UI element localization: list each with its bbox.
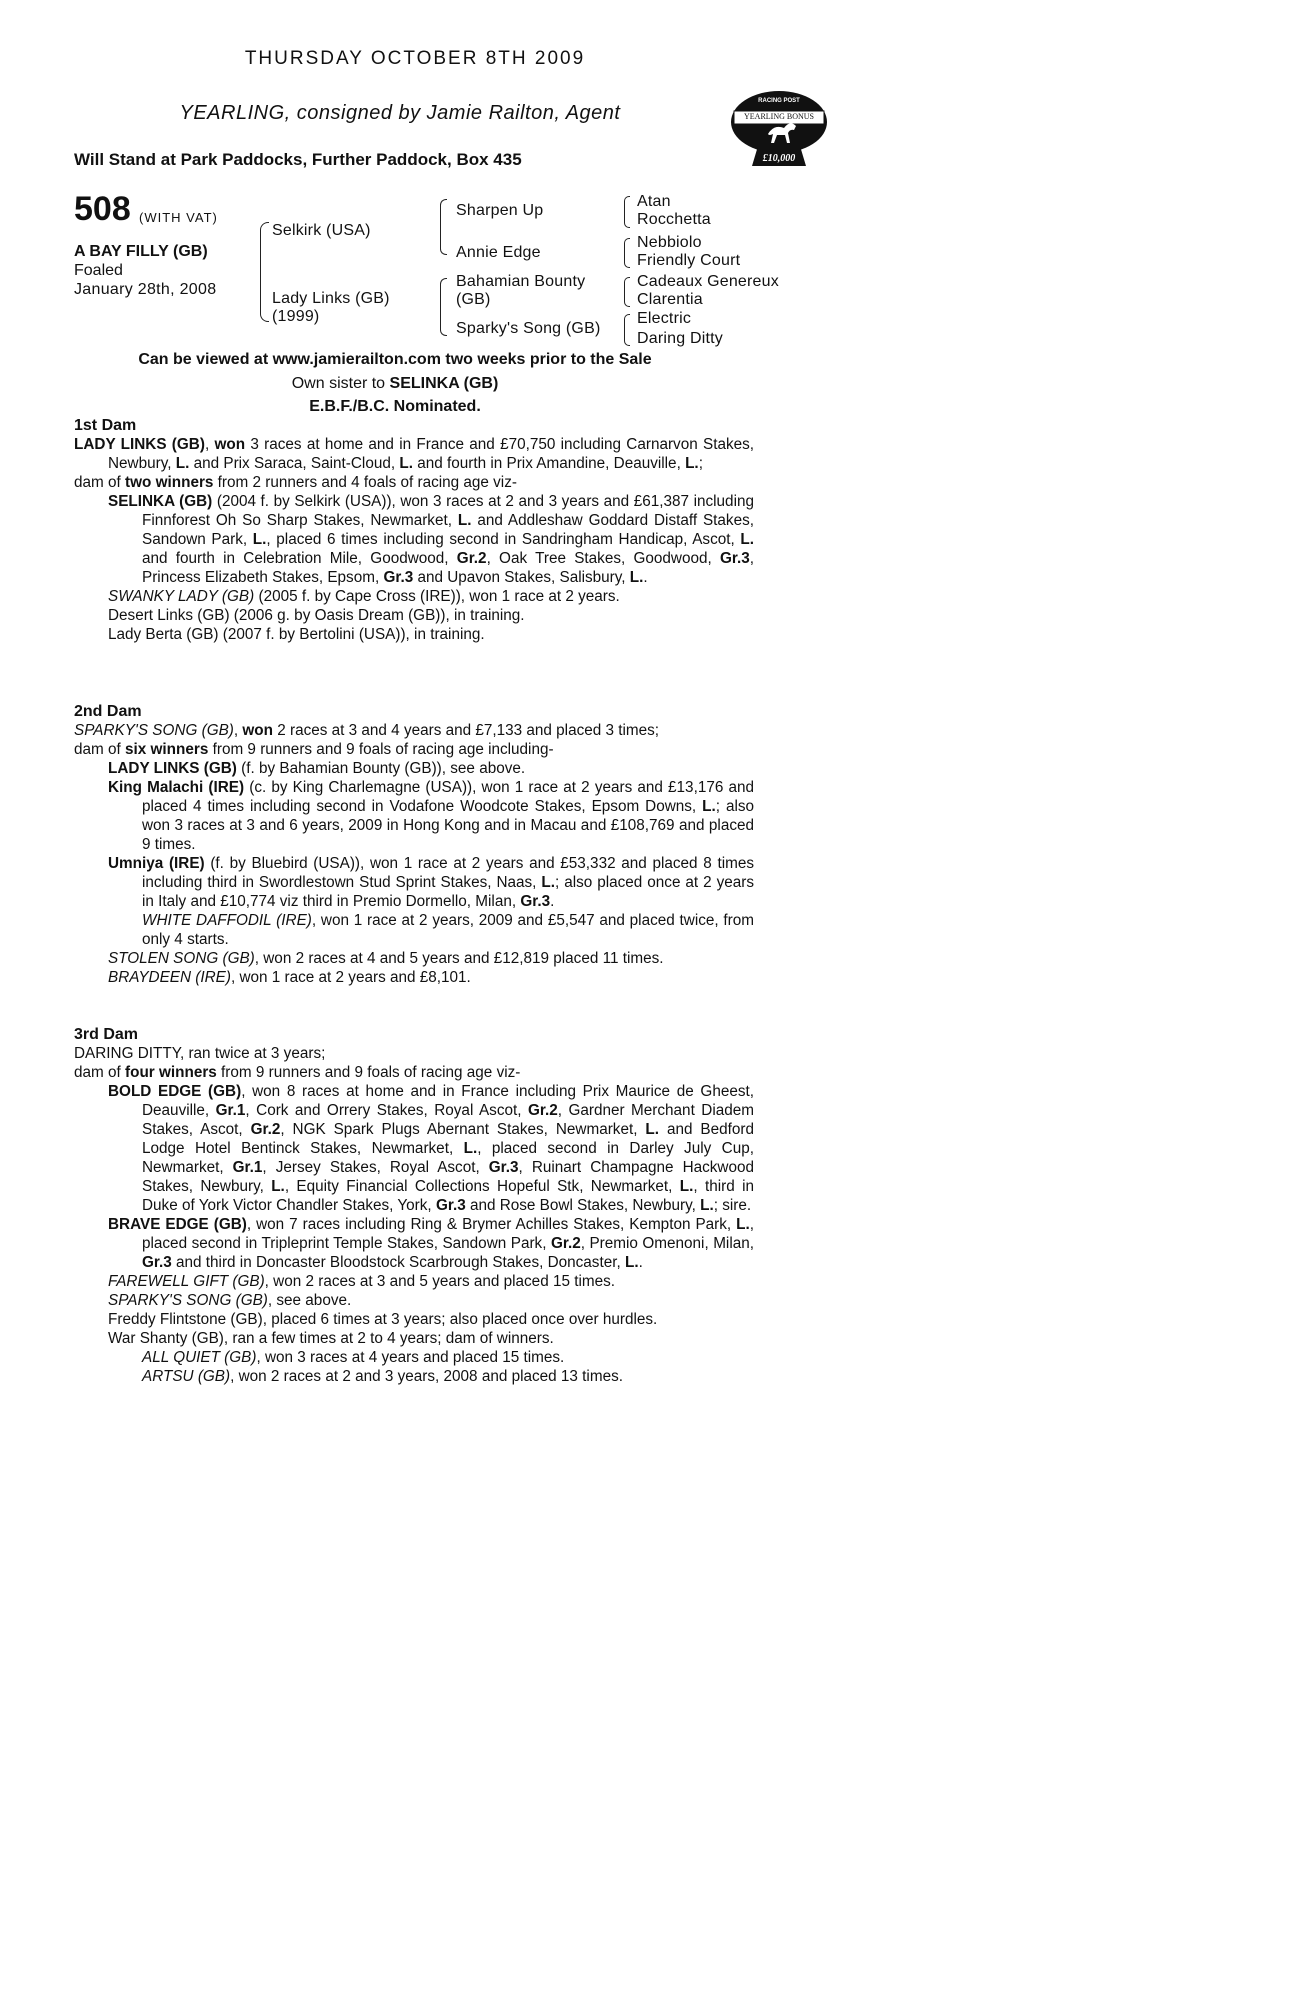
produce-text: .: [550, 893, 555, 910]
produce-text: .: [638, 1254, 643, 1271]
produce-text: , NGK Spark Plugs Abernant Stakes, Newmarket,: [280, 1121, 646, 1138]
produce-artsu: [74, 1367, 754, 1386]
produce-farewell-gift: [74, 1272, 754, 1291]
ebf-note: E.B.F./B.C. Nominated.: [309, 398, 481, 415]
pedigree-dd-dam: Daring Ditty: [637, 330, 723, 347]
produce-name: Umniya (IRE): [108, 855, 205, 872]
group-mark: Gr.2: [250, 1121, 281, 1138]
produce-text: and third in Doncaster Bloodstock Scarbrough Stakes, Doncaster,: [171, 1254, 625, 1271]
listed-mark: L.: [645, 1121, 659, 1138]
produce-text: and Rose Bowl Stakes, Newbury,: [465, 1197, 701, 1214]
produce-text: (2004 f. by Selkirk (USA)), won 3 races at 2 and 3 years and £61,387 including Finnforest Oh So Sharp Stakes, Newmarket,: [142, 493, 754, 529]
viewing-note: Can be viewed at www.jamierailton.com two weeks prior to the Sale: [138, 351, 652, 368]
foaled-date: January 28th, 2008: [74, 281, 217, 298]
pedigree-dam-sire-line2: (GB): [456, 291, 491, 308]
produce-name: FAREWELL GIFT (GB): [108, 1273, 265, 1290]
listed-mark: L.: [399, 455, 413, 472]
second-dam-won: won: [242, 722, 273, 739]
listed-mark: L.: [702, 798, 716, 815]
first-dam-section: [74, 416, 754, 644]
produce-name: SWANKY LADY (GB): [108, 588, 255, 605]
first-dam-text1: 3 races at home and in France and £70,750 including Carnarvon Stakes, Newbury,: [108, 436, 755, 472]
produce-sparkys-song: [74, 1291, 754, 1310]
pedigree-brace-dd: [624, 314, 630, 346]
pedigree-sire-sire: Sharpen Up: [456, 202, 544, 219]
produce-name: ARTSU (GB): [142, 1368, 231, 1385]
pedigree-brace-dam: [440, 278, 447, 336]
pedigree-sd-dam: Friendly Court: [637, 252, 741, 269]
produce-text: and Upavon Stakes, Salisbury,: [413, 569, 630, 586]
produce-text: , won 3 races at 4 years and placed 15 times.: [256, 1349, 565, 1366]
dam-of-rest: from 9 runners and 9 foals of racing age viz-: [216, 1064, 521, 1081]
produce-name: King Malachi (IRE): [108, 779, 245, 796]
winners-count: four winners: [125, 1064, 217, 1081]
winners-count: six winners: [125, 741, 209, 758]
first-dam-heading: 1st Dam: [74, 417, 137, 434]
pedigree-dam-line1: Lady Links (GB): [272, 290, 390, 307]
yearling-bonus-badge: [728, 88, 830, 170]
lot-name: A BAY FILLY (GB): [74, 243, 208, 260]
pedigree-sd-sire: Nebbiolo: [637, 234, 702, 251]
produce-text: , won 2 races at 3 and 5 years and placed 15 times.: [264, 1273, 616, 1290]
third-dam-section: [74, 1025, 754, 1386]
consignment-line: YEARLING, consigned by Jamie Railton, Agent: [179, 102, 621, 124]
produce-swanky-lady: [74, 587, 754, 606]
listed-mark: L.: [740, 531, 754, 548]
produce-text: (f. by Bahamian Bounty (GB)), see above.: [236, 760, 526, 777]
produce-umniya: [74, 854, 754, 911]
pedigree-brace-ss: [624, 196, 630, 228]
group-mark: Gr.3: [719, 550, 750, 567]
produce-name: BRAVE EDGE (GB): [108, 1216, 247, 1233]
third-dam-produce-summary: [74, 1063, 754, 1082]
produce-bold-edge: [74, 1082, 754, 1215]
produce-text: and Bedford Lodge Hotel Bentinck Stakes, Newmarket,: [142, 1121, 754, 1157]
produce-text: (2005 f. by Cape Cross (IRE)), won 1 race at 2 years.: [254, 588, 620, 605]
produce-name: BRAYDEEN (IRE): [108, 969, 231, 986]
produce-text: , won 8 races at home and in France including Prix Maurice de Gheest, Deauville,: [142, 1083, 755, 1119]
listed-mark: L.: [271, 1178, 285, 1195]
pedigree-dam-sire-line1: Bahamian Bounty: [456, 273, 586, 290]
produce-lady-links: [74, 759, 754, 778]
produce-text: , placed second in Darley July Cup, Newmarket,: [142, 1140, 754, 1176]
own-sister-note: [0, 375, 790, 393]
listed-mark: L.: [541, 874, 555, 891]
badge-amount: £10,000: [762, 153, 796, 164]
dam-of-rest: from 2 runners and 4 foals of racing age viz-: [213, 474, 517, 491]
produce-text: , Gardner Merchant Diadem Stakes, Ascot,: [142, 1102, 755, 1138]
group-mark: Gr.3: [142, 1254, 172, 1271]
dam-of-label: dam of: [74, 741, 126, 758]
first-dam-record: LADY LINKS (GB), won 3 races at home and in France and £70,750 including Carnarvon Stakes, Newbury, L. and Prix Saraca, Saint-Cloud, L. and fourth in Prix Amandine, Deauville, L.;: [74, 436, 755, 472]
group-mark: Gr.1: [232, 1159, 263, 1176]
own-sister-name: SELINKA (GB): [389, 375, 499, 392]
group-mark: Gr.3: [488, 1159, 519, 1176]
produce-text: ; also placed once at 2 years in Italy and £10,774 viz third in Premio Dormello, Milan,: [142, 874, 755, 910]
second-dam-heading: 2nd Dam: [74, 703, 142, 720]
pedigree-brace-sd: [624, 238, 630, 268]
listed-mark: L.: [252, 531, 267, 548]
produce-text: , placed second in Tripleprint Temple Stakes, Sandown Park,: [142, 1216, 754, 1252]
produce-text: , Equity Financial Collections Hopeful Stk, Newmarket,: [284, 1178, 680, 1195]
pedigree-ds-dam: Clarentia: [637, 291, 703, 308]
produce-text: , Oak Tree Stakes, Goodwood,: [486, 550, 720, 567]
first-dam-text3-end: ;: [698, 455, 703, 472]
vat-note: (WITH VAT): [139, 210, 218, 225]
produce-text: and fourth in Celebration Mile, Goodwood,: [142, 550, 457, 567]
second-dam-rest: 2 races at 3 and 4 years and £7,133 and placed 3 times;: [272, 722, 660, 739]
listed-mark: L.: [457, 512, 472, 529]
pedigree-sire-dam: Annie Edge: [456, 244, 541, 261]
own-sister-prefix: Own sister to: [291, 375, 390, 392]
produce-war-shanty: War Shanty (GB), ran a few times at 2 to 4 years; dam of winners.: [108, 1330, 554, 1347]
pedigree-brace-ds: [624, 277, 630, 307]
produce-text: ; also won 3 races at 3 and 6 years, 2009 in Hong Kong and in Macau and £108,769 and placed 9 times.: [142, 798, 755, 853]
produce-name: SELINKA (GB): [108, 493, 213, 510]
produce-text: , Ruinart Champagne Hackwood Stakes, Newbury,: [142, 1159, 755, 1195]
listed-mark: L.: [736, 1216, 750, 1233]
pedigree-dd-sire: Electric: [637, 310, 692, 327]
listed-mark: L.: [629, 569, 644, 586]
second-dam-produce-summary: [74, 740, 754, 759]
produce-text: , see above.: [267, 1292, 352, 1309]
produce-text: and Addleshaw Goddard Distaff Stakes, Sandown Park,: [142, 512, 754, 548]
produce-name: BOLD EDGE (GB): [108, 1083, 242, 1100]
produce-all-quiet: [74, 1348, 754, 1367]
foaled-label: Foaled: [74, 262, 123, 279]
produce-text: , won 1 race at 2 years and £8,101.: [230, 969, 471, 986]
second-dam-record: SPARKY'S SONG (GB), won 2 races at 3 and 4 years and £7,133 and placed 3 times;: [74, 722, 660, 739]
produce-text: , won 1 race at 2 years, 2009 and £5,547 and placed twice, from only 4 starts.: [142, 912, 754, 948]
listed-mark: L.: [624, 1254, 639, 1271]
pedigree-brace-main: [260, 222, 269, 322]
winners-count: two winners: [125, 474, 214, 491]
listed-mark: L.: [175, 455, 190, 472]
listed-mark: L.: [685, 455, 699, 472]
sale-date: THURSDAY OCTOBER 8TH 2009: [244, 48, 586, 69]
produce-text: , Cork and Orrery Stakes, Royal Ascot,: [245, 1102, 528, 1119]
listed-mark: L.: [463, 1140, 478, 1157]
produce-text: (f. by Bluebird (USA)), won 1 race at 2 years and £53,332 and placed 8 times including third in Swordlestown Stud Sprint Stakes, Naas,: [142, 855, 754, 891]
group-mark: Gr.3: [435, 1197, 466, 1214]
dam-of-label: dam of: [74, 1064, 126, 1081]
produce-desert-links: Desert Links (GB) (2006 g. by Oasis Dream (GB)), in training.: [108, 607, 525, 624]
stand-location: Will Stand at Park Paddocks, Further Paddock, Box 435: [74, 150, 522, 169]
first-dam-text2: and Prix Saraca, Saint-Cloud,: [189, 455, 400, 472]
group-mark: Gr.2: [527, 1102, 558, 1119]
produce-braydeen: [74, 968, 754, 987]
produce-freddy-flintstone: Freddy Flintstone (GB), placed 6 times at 3 years; also placed once over hurdles.: [108, 1311, 658, 1328]
produce-name: STOLEN SONG (GB): [108, 950, 255, 967]
produce-text: , Premio Omenoni, Milan,: [580, 1235, 754, 1252]
produce-name: ALL QUIET (GB): [142, 1349, 257, 1366]
produce-text: (c. by King Charlemagne (USA)), won 1 race at 2 years and £13,176 and placed 4 times including second in Vodafone Woodcote Stakes, Epsom Downs,: [142, 779, 755, 815]
produce-selinka: [74, 492, 754, 587]
first-dam-produce-summary: [74, 473, 754, 492]
lot-number: 508: [74, 190, 131, 228]
third-dam-record: DARING DITTY, ran twice at 3 years;: [74, 1045, 326, 1062]
pedigree-ds-sire: Cadeaux Genereux: [637, 273, 779, 290]
pedigree-ss-sire: Atan: [637, 193, 671, 210]
group-mark: Gr.3: [520, 893, 551, 910]
first-dam-won: won: [214, 436, 246, 453]
produce-text: , Jersey Stakes, Royal Ascot,: [262, 1159, 489, 1176]
produce-text: , third in Duke of York Victor Chandler Stakes, York,: [142, 1178, 754, 1214]
pedigree-ss-dam: Rocchetta: [637, 211, 711, 228]
pedigree-dam-line2: (1999): [272, 308, 320, 325]
badge-top-text: RACING POST: [758, 98, 800, 104]
produce-text: .: [643, 569, 648, 586]
produce-lady-berta: Lady Berta (GB) (2007 f. by Bertolini (USA)), in training.: [108, 626, 485, 643]
produce-text: ; sire.: [713, 1197, 752, 1214]
group-mark: Gr.3: [383, 569, 414, 586]
group-mark: Gr.2: [456, 550, 487, 567]
second-dam-name: SPARKY'S SONG (GB): [74, 722, 234, 739]
produce-king-malachi: [74, 778, 754, 854]
group-mark: Gr.2: [550, 1235, 581, 1252]
third-dam-heading: 3rd Dam: [74, 1026, 139, 1043]
produce-text: , won 7 races including Ring & Brymer Achilles Stakes, Kempton Park,: [246, 1216, 737, 1233]
produce-name: LADY LINKS (GB): [108, 760, 237, 777]
listed-mark: L.: [679, 1178, 694, 1195]
pedigree-sire: Selkirk (USA): [272, 222, 371, 239]
produce-brave-edge: [74, 1215, 754, 1272]
pedigree-brace-sire: [440, 199, 447, 255]
produce-text: , placed 6 times including second in Sandringham Handicap, Ascot,: [266, 531, 741, 548]
group-mark: Gr.1: [215, 1102, 246, 1119]
produce-stolen-song: [74, 949, 754, 968]
produce-text: , Princess Elizabeth Stakes, Epsom,: [142, 550, 754, 586]
produce-name: SPARKY'S SONG (GB): [108, 1292, 268, 1309]
second-dam-section: [74, 702, 754, 987]
produce-text: , won 2 races at 2 and 3 years, 2008 and placed 13 times.: [230, 1368, 623, 1385]
first-dam-name: LADY LINKS (GB): [74, 436, 205, 453]
badge-middle-text: YEARLING BONUS: [744, 112, 814, 121]
produce-white-daffodil: [74, 911, 754, 949]
listed-mark: L.: [700, 1197, 714, 1214]
produce-text: , won 2 races at 4 and 5 years and £12,819 placed 11 times.: [254, 950, 664, 967]
pedigree-dam-dam: Sparky's Song (GB): [456, 320, 601, 337]
dam-of-rest: from 9 runners and 9 foals of racing age including-: [208, 741, 554, 758]
produce-name: WHITE DAFFODIL (IRE): [142, 912, 312, 929]
dam-of-label: dam of: [74, 474, 126, 491]
first-dam-text3: and fourth in Prix Amandine, Deauville,: [412, 455, 686, 472]
